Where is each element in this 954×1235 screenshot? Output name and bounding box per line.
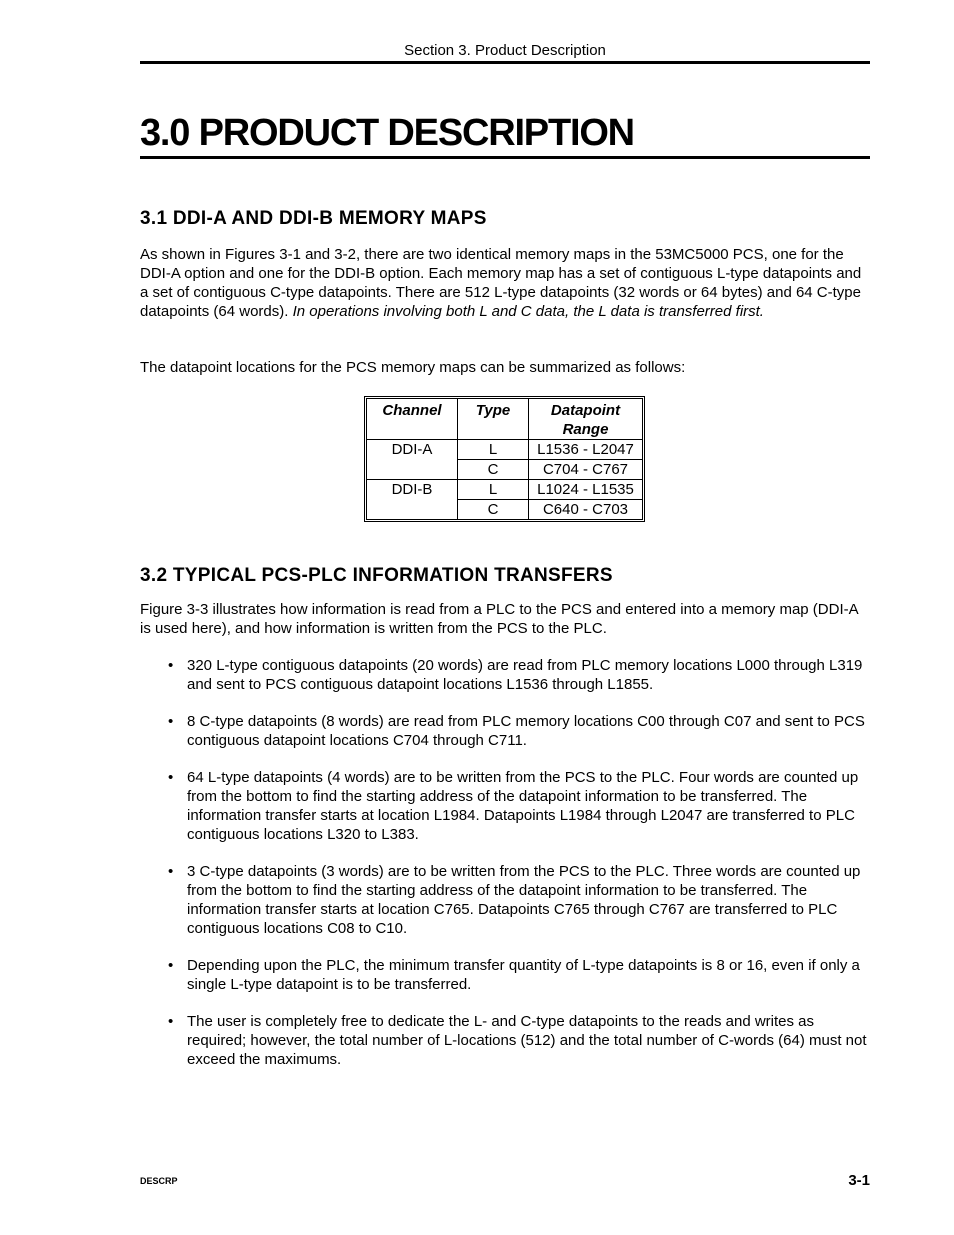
table-cell-range: C704 - C767 xyxy=(529,460,643,480)
table-header-cell: Type xyxy=(458,399,529,440)
list-item xyxy=(140,768,870,844)
bullet-icon: • xyxy=(168,657,174,674)
footer-page-number: 3-1 xyxy=(848,1172,870,1189)
memory-map-table xyxy=(366,398,643,520)
transfers-intro-paragraph: Figure 3-3 illustrates how information is read from a PLC to the PCS and entered into a memory map (DDI-A is used here), and how information is written from the PCS to the PLC. xyxy=(140,601,858,637)
header-rule xyxy=(140,61,870,64)
bullet-icon: • xyxy=(168,769,174,786)
table-cell-range: L1024 - L1535 xyxy=(529,480,643,500)
footer-doc-code: DESCRP xyxy=(140,1176,178,1186)
table-row xyxy=(367,440,643,460)
list-item xyxy=(140,712,870,750)
table-cell-channel: DDI-B xyxy=(367,480,458,520)
section-heading-3-1: 3.1 DDI-A AND DDI-B MEMORY MAPS xyxy=(140,208,487,229)
table-header-cell: Datapoint Range xyxy=(529,399,643,440)
section-heading-3-2: 3.2 TYPICAL PCS-PLC INFORMATION TRANSFERS xyxy=(140,565,613,586)
table-cell-type: L xyxy=(458,480,529,500)
list-item-text: Depending upon the PLC, the minimum transfer quantity of L-type datapoints is 8 or 16, even if only a single L-type datapoint is to be transferred. xyxy=(187,957,860,993)
list-item xyxy=(140,656,870,694)
running-header: Section 3. Product Description xyxy=(404,42,606,59)
list-item xyxy=(140,1012,870,1069)
list-item xyxy=(140,862,870,938)
memory-maps-paragraph-text: As shown in Figures 3-1 and 3-2, there are two identical memory maps in the 53MC5000 PCS, one for the DDI-A option and one for the DDI-B option. Each memory map has a set of contiguous L-type datapoints and a set of contiguous C-type datapoints. There are 512 L-type datapoints (32 words or 64 bytes) and 64 C-type datapoints (64 words). xyxy=(140,246,862,320)
table-row xyxy=(367,480,643,500)
transfer-bullet-list xyxy=(140,656,870,1087)
datapoint-summary-paragraph: The datapoint locations for the PCS memory maps can be summarized as follows: xyxy=(140,359,686,376)
list-item xyxy=(140,956,870,994)
table-header-row xyxy=(367,399,643,440)
bullet-icon: • xyxy=(168,713,174,730)
table-cell-type: C xyxy=(458,460,529,480)
table-cell-range: C640 - C703 xyxy=(529,500,643,520)
bullet-icon: • xyxy=(168,1013,174,1030)
table-cell-type: L xyxy=(458,440,529,460)
memory-map-table-frame xyxy=(364,396,645,522)
memory-maps-paragraph-italic: In operations involving both L and C data, the L data is transferred first. xyxy=(292,303,764,320)
list-item-text: 3 C-type datapoints (3 words) are to be written from the PCS to the PLC. Three words are counted up from the bottom to find the starting address of the datapoint information to be transferred. The information transfer starts at location C765. Datapoints C765 through C767 are transferred to PLC contiguous locations C08 to C10. xyxy=(187,863,861,937)
table-cell-type: C xyxy=(458,500,529,520)
table-cell-channel: DDI-A xyxy=(367,440,458,480)
list-item-text: 64 L-type datapoints (4 words) are to be written from the PCS to the PLC. Four words are counted up from the bottom to find the starting address of the datapoint information to be transferred. The information transfer starts at location L1984. Datapoints L1984 through L2047 are transferred to PLC contiguous locations L320 to L383. xyxy=(187,769,859,843)
list-item-text: 320 L-type contiguous datapoints (20 words) are read from PLC memory locations L000 through L319 and sent to PCS contiguous datapoint locations L1536 through L1855. xyxy=(187,657,863,693)
memory-maps-paragraph xyxy=(140,245,870,321)
chapter-title: 3.0 PRODUCT DESCRIPTION xyxy=(140,112,634,154)
table-cell-range: L1536 - L2047 xyxy=(529,440,643,460)
list-item-text: 8 C-type datapoints (8 words) are read from PLC memory locations C00 through C07 and sent to PCS contiguous datapoint locations C704 through C711. xyxy=(187,713,865,749)
list-item-text: The user is completely free to dedicate the L- and C-type datapoints to the reads and writes as required; however, the total number of L-locations (512) and the total number of C-words (64) must not exceed the maximums. xyxy=(187,1013,867,1068)
table-header-cell: Channel xyxy=(367,399,458,440)
bullet-icon: • xyxy=(168,863,174,880)
title-rule xyxy=(140,156,870,159)
bullet-icon: • xyxy=(168,957,174,974)
